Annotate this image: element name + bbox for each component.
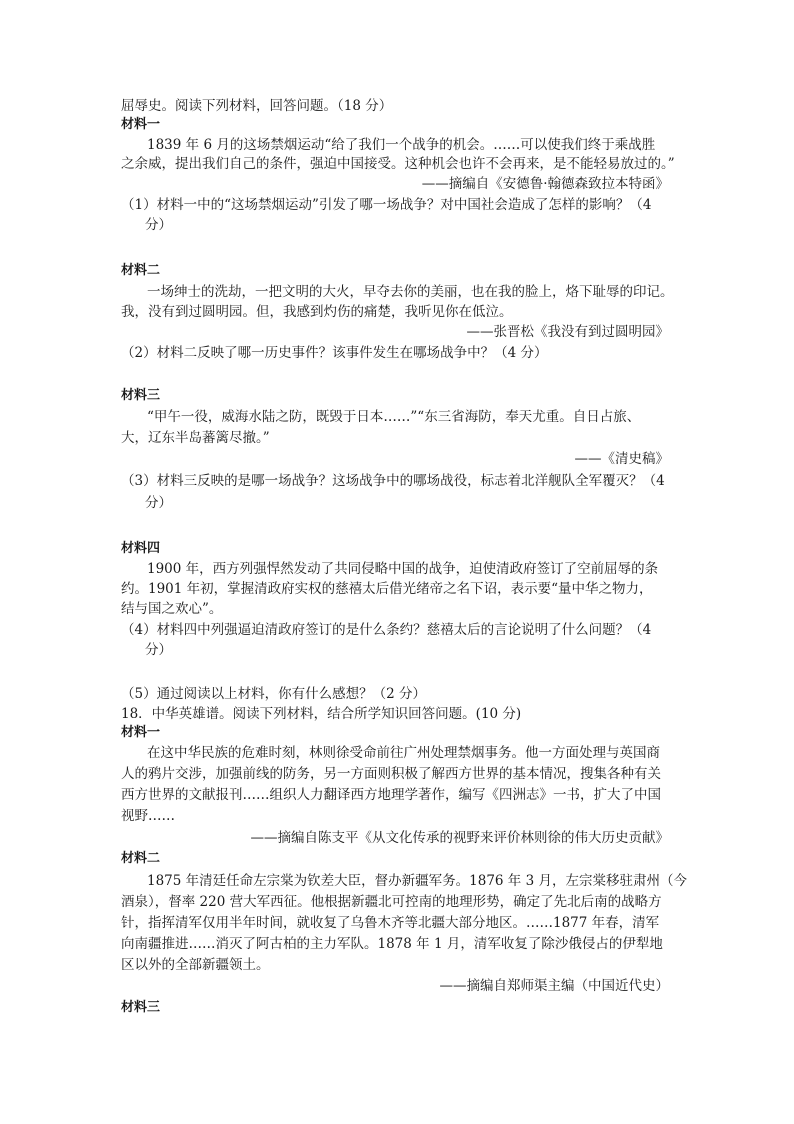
material-text: 我，没有到过圆明园。但，我感到灼伤的痛楚，我听见你在低泣。 [121, 304, 513, 320]
material-text: 结与国之欢心”。 [121, 601, 223, 617]
material-text: 一场绅士的洗劫，一把文明的大火，早夺去你的美丽，也在我的脸上，烙下耻辱的印记。 [147, 284, 674, 300]
material-source: ——摘编自郑师渠主编（中国近代史） [439, 978, 669, 994]
material-text: 人的鸦片交涉，加强前线的防务，另一方面则积极了解西方世界的基本情况，搜集各种有关 [121, 766, 661, 782]
material-text: 约。1901 年初，掌握清政府实权的慈禧太后借光绪帝之名下诏，表示要“量中华之物力， [121, 581, 653, 597]
material-heading: 材料一 [121, 117, 161, 132]
material-text: 西方世界的文献报刊……组织人力翻译西方地理学著作，编写《四洲志》一书，扩大了中国 [121, 787, 661, 803]
material-heading: 材料三 [121, 388, 161, 403]
material-heading: 材料二 [121, 263, 161, 278]
material-text: 向南疆推进……消灭了阿古柏的主力军队。1878 年 1 月，清军收复了除沙俄侵占的伊犁地 [121, 936, 663, 952]
material-source: ——《清史稿》 [574, 451, 669, 467]
material-text: 在这中华民族的危难时刻，林则徐受命前往广州处理禁烟事务。他一方面处理与英国商 [147, 745, 660, 761]
question-3-cont: 分） [145, 495, 172, 511]
question-4-cont: 分） [145, 642, 172, 658]
question-2: （2）材料二反映了哪一历史事件？该事件发生在哪场战争中？（4 分） [121, 345, 548, 361]
material-heading: 材料一 [121, 725, 161, 740]
material-heading: 材料三 [121, 1000, 161, 1015]
material-text: 1875 年清廷任命左宗棠为钦差大臣，督办新疆军务。1876 年 3 月，左宗棠移驻肃州（今 [147, 873, 687, 889]
section-intro: 屈辱史。阅读下列材料，回答问题。（18 分） [121, 98, 393, 114]
material-text: 酒泉），督率 220 营大军西征。他根据新疆北可控南的地理形势，确定了先北后南的战略方 [121, 894, 662, 910]
question-1-cont: 分） [145, 217, 172, 233]
question-5: （5）通过阅读以上材料，你有什么感想？（2 分） [121, 686, 426, 702]
material-text: 针，指挥清军仅用半年时间，就收复了乌鲁木齐等北疆大部分地区。……1877 年春，清军 [121, 915, 660, 931]
question-3: （3）材料三反映的是哪一场战争？这场战争中的哪场战役，标志着北洋舰队全军覆灭？（4 [121, 473, 665, 489]
material-heading: 材料四 [121, 541, 161, 556]
material-text: “甲午一役，威海水陆之防，既毁于日本……”“东三省海防，奉天尤重。自日占旅、 [147, 409, 641, 425]
material-text: 1900 年，西方列强悍然发动了共同侵略中国的战争，迫使清政府签订了空前屈辱的条 [147, 561, 659, 577]
question-4: （4）材料四中列强逼迫清政府签订的是什么条约？慈禧太后的言论说明了什么问题？（4 [121, 622, 652, 638]
problem-18-title: 18．中华英雄谱。阅读下列材料，结合所学知识回答问题。(10 分) [121, 706, 522, 722]
material-text: 之余威，提出我们自己的条件，强迫中国接受。这种机会也许不会再来，是不能轻易放过的。” [121, 156, 675, 172]
material-source: ——摘编自《安德鲁·翰德森致拉本特函》 [421, 176, 669, 192]
material-text: 大，辽东半岛蕃篱尽撤。” [121, 430, 270, 446]
material-text: 区以外的全部新疆领土。 [121, 957, 270, 973]
material-text: 1839 年 6 月的这场禁烟运动“给了我们一个战争的机会。……可以使我们终于乘战胜 [147, 137, 656, 153]
material-heading: 材料二 [121, 851, 161, 866]
question-1: （1）材料一中的“这场禁烟运动”引发了哪一场战争？对中国社会造成了怎样的影响？（4 [121, 197, 652, 213]
material-text: 视野…… [121, 808, 175, 824]
material-source: ——摘编自陈支平《从文化传承的视野来评价林则徐的伟大历史贡献》 [250, 830, 669, 846]
material-source: ——张晋松《我没有到过圆明园》 [466, 324, 669, 340]
